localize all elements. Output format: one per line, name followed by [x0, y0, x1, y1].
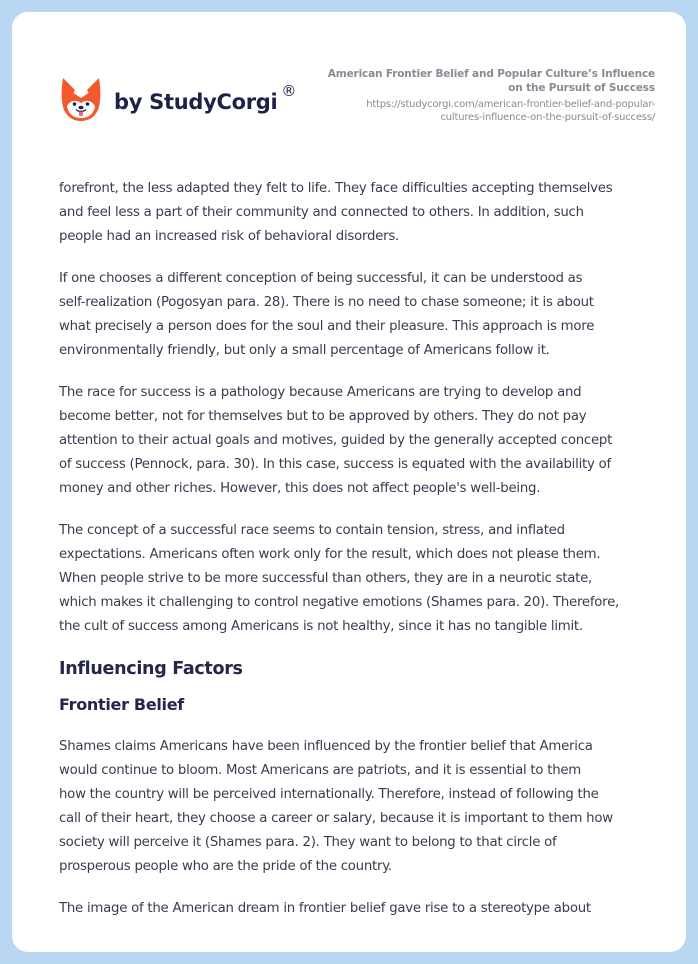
section-heading: Influencing Factors [59, 659, 243, 679]
text-line: When people strive to be more successful than others, they are in a neurotic state, [59, 571, 592, 586]
text-line: money and other riches. However, this does not affect people's well-being. [59, 481, 541, 496]
document-title-line: American Frontier Belief and Popular Culture’s Influence [327, 68, 655, 80]
text-line: attention to their actual goals and motives, guided by the generally accepted concept [59, 433, 613, 448]
document-page [12, 12, 686, 952]
corgi-icon [60, 76, 102, 122]
studycorgi-logo[interactable] [60, 76, 296, 122]
text-line: If one chooses a different conception of being successful, it can be understood as [59, 271, 583, 286]
text-line: expectations. Americans often work only for the result, which does not please them. [59, 547, 601, 562]
body-paragraph [59, 177, 659, 249]
document-body [59, 177, 659, 939]
text-line: The race for success is a pathology because Americans are trying to develop and [59, 385, 582, 400]
text-line: Shames claims Americans have been influenced by the frontier belief that America [59, 739, 593, 754]
document-title-line: on the Pursuit of Success [508, 82, 655, 94]
body-paragraph [59, 735, 659, 879]
brand-name: by StudyCorgi [114, 90, 278, 114]
text-line: become better, not for themselves but to be approved by others. They do not pay [59, 409, 587, 424]
text-line: prosperous people who are the pride of the country. [59, 859, 392, 874]
text-line: what precisely a person does for the soul and their pleasure. This approach is more [59, 319, 595, 334]
text-line: which makes it challenging to control negative emotions (Shames para. 20). Therefore, [59, 595, 619, 610]
text-line: and feel less a part of their community and connected to others. In addition, such [59, 205, 584, 220]
registered-mark: ® [281, 82, 297, 100]
body-paragraph [59, 267, 659, 363]
text-line: call of their heart, they choose a career or salary, because it is important to them how [59, 811, 613, 826]
text-line: forefront, the less adapted they felt to life. They face difficulties accepting themselves [59, 181, 613, 196]
text-line: environmentally friendly, but only a small percentage of Americans follow it. [59, 343, 550, 358]
body-paragraph [59, 519, 659, 639]
text-line: The image of the American dream in frontier belief gave rise to a stereotype about [59, 901, 591, 916]
body-paragraph [59, 381, 659, 501]
text-line: how the country will be perceived internationally. Therefore, instead of following the [59, 787, 599, 802]
document-meta [275, 67, 655, 124]
document-url-line[interactable]: cultures-influence-on-the-pursuit-of-success/ [440, 112, 655, 123]
text-line: society will perceive it (Shames para. 2). They want to belong to that circle of [59, 835, 557, 850]
document-title [275, 67, 655, 95]
page-header [12, 12, 686, 152]
text-line: self-realization (Pogosyan para. 28). There is no need to chase someone; it is about [59, 295, 594, 310]
document-url-line[interactable]: https://studycorgi.com/american-frontier-belief-and-popular- [366, 99, 655, 110]
text-line: The concept of a successful race seems to contain tension, stress, and inflated [59, 523, 565, 538]
text-line: people had an increased risk of behavioral disorders. [59, 229, 399, 244]
text-line: would continue to bloom. Most Americans are patriots, and it is essential to them [59, 763, 582, 778]
text-line: of success (Pennock, para. 30). In this case, success is equated with the availability of [59, 457, 611, 472]
subsection-heading: Frontier Belief [59, 695, 184, 714]
body-paragraph [59, 897, 659, 921]
text-line: the cult of success among Americans is not healthy, since it has no tangible limit. [59, 619, 583, 634]
document-url[interactable] [275, 98, 655, 124]
